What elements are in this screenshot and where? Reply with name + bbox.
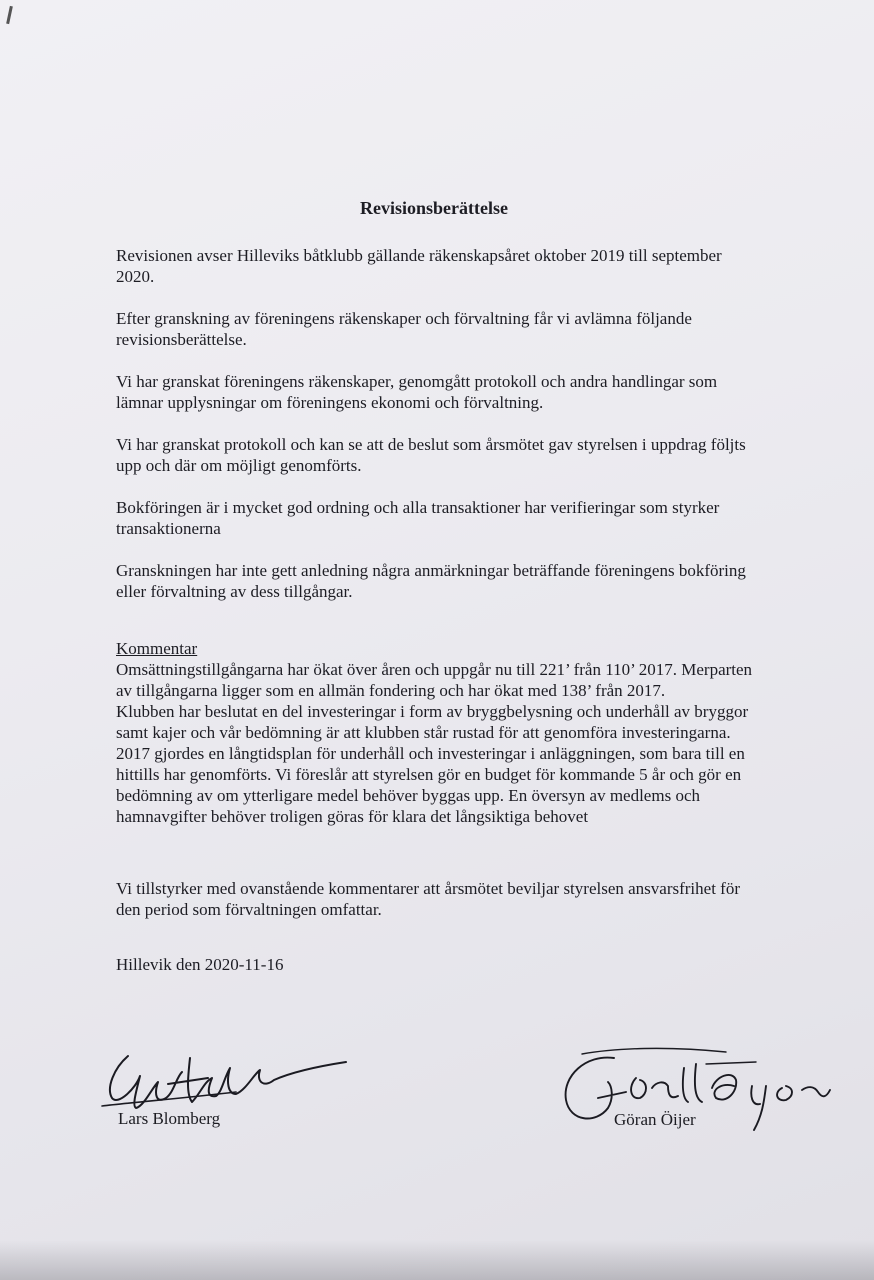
signature-name-right: Göran Öijer	[614, 1110, 696, 1129]
document-body	[116, 198, 796, 996]
paragraph-discharge	[116, 878, 796, 920]
document-title: Revisionsberättelse	[360, 198, 508, 218]
paragraph-no-remarks	[116, 560, 796, 602]
signature-name-left: Lars Blomberg	[118, 1109, 221, 1128]
text-line: upp och där om möjligt genomförts.	[116, 456, 362, 475]
comment-line: Klubben har beslutat en del investeringar i form av bryggbelysning och underhåll av bryggor	[116, 702, 749, 721]
paragraph-scope	[116, 245, 796, 287]
place-date: Hillevik den 2020-11-16	[116, 955, 284, 974]
signature-left	[96, 1048, 356, 1118]
text-line: eller förvaltning av dess tillgångar.	[116, 582, 353, 601]
comment-line: Omsättningstillgångarna har ökat över åren och uppgår nu till 221’ från 110’ 2017. Merparten	[116, 660, 753, 679]
comment-line: bedömning av om ytterligare medel behöver byggas upp. En översyn av medlems och	[116, 786, 700, 805]
text-line: revisionsberättelse.	[116, 330, 247, 349]
text-line: Vi har granskat föreningens räkenskaper, genomgått protokoll och andra handlingar som	[116, 372, 718, 391]
comment-line: 2017 gjordes en långtidsplan för underhåll och investeringar i anläggningen, som bara till en	[116, 744, 745, 763]
text-line: Vi tillstyrker med ovanstående kommentarer att årsmötet beviljar styrelsen ansvarsfrihet för	[116, 879, 740, 898]
comment-line: hittills har genomförts. Vi föreslår att styrelsen gör en budget för kommande 5 år och gör en	[116, 765, 742, 784]
text-line: lämnar upplysningar om föreningens ekonomi och förvaltning.	[116, 393, 544, 412]
paragraph-bookkeeping	[116, 497, 796, 539]
paragraph-examined	[116, 371, 796, 413]
text-line: den period som förvaltningen omfattar.	[116, 900, 382, 919]
text-line: Vi har granskat protokoll och kan se att de beslut som årsmötet gav styrelsen i uppdrag följts	[116, 435, 746, 454]
page-shadow	[0, 1240, 874, 1280]
comment-line: samt kajer och vår bedömning är att klubben står rustad för att genomföra investeringarna.	[116, 723, 731, 742]
text-line: Efter granskning av föreningens räkenskaper och förvaltning får vi avlämna följande	[116, 309, 692, 328]
text-line: Revisionen avser Hilleviks båtklubb gällande räkenskapsåret oktober 2019 till september	[116, 246, 722, 265]
signature-right	[556, 1046, 836, 1132]
comment-body	[116, 659, 796, 827]
comment-heading: Kommentar	[116, 639, 198, 658]
text-line: transaktionerna	[116, 519, 221, 538]
text-line: Granskningen har inte gett anledning några anmärkningar beträffande föreningens bokföring	[116, 561, 746, 580]
comment-line: av tillgångarna ligger som en allmän fondering och har ökat med 138’ från 2017.	[116, 681, 666, 700]
paragraph-intro	[116, 308, 796, 350]
comment-line: hamnavgifter behöver troligen göras för klara det långsiktiga behovet	[116, 807, 589, 826]
paragraph-protocol	[116, 434, 796, 476]
text-line: Bokföringen är i mycket god ordning och alla transaktioner har verifieringar som styrker	[116, 498, 720, 517]
text-line: 2020.	[116, 267, 155, 286]
